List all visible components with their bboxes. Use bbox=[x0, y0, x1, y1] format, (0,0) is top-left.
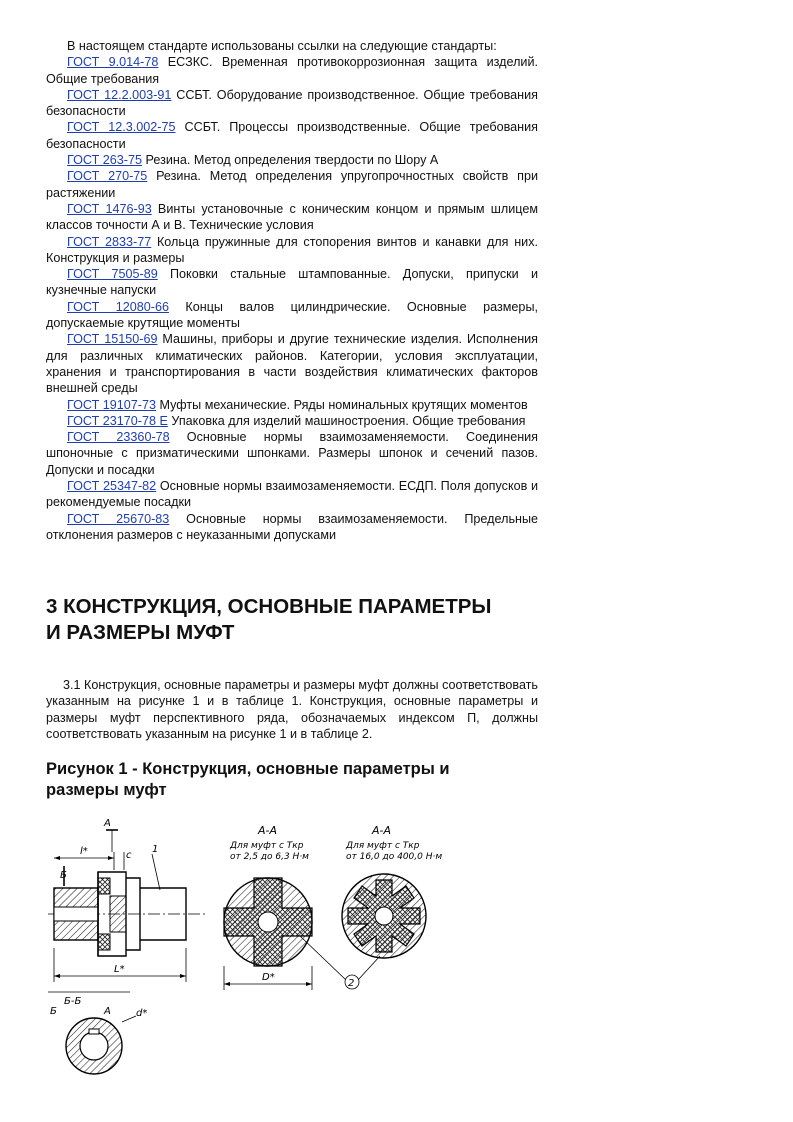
section-aa-small-note-1: Для муфт с Tкр bbox=[230, 841, 304, 851]
reference-link[interactable]: ГОСТ 25347-82 bbox=[67, 479, 157, 494]
callout-1-label: 1 bbox=[152, 844, 159, 855]
reference-title: Упаковка для изделий машиностроения. Общие требования bbox=[167, 413, 526, 428]
reference-entries bbox=[46, 54, 538, 543]
section-bb-a-label: А bbox=[104, 1006, 111, 1017]
reference-title: Винты установочные с коническим концом и прямым шлицем классов точности А и В. Технические условия bbox=[46, 201, 538, 233]
section-aa-large-note-2: от 16,0 до 400,0 Н·м bbox=[346, 852, 443, 862]
reference-title: ЕСЗКС. Временная противокоррозионная защита изделий. Общие требования bbox=[46, 55, 538, 86]
section-title-line1: 3 КОНСТРУКЦИЯ, ОСНОВНЫЕ ПАРАМЕТРЫ bbox=[46, 595, 492, 618]
callout-2-label: 2 bbox=[348, 978, 355, 989]
reference-title: Резина. Метод определения твердости по Шору А bbox=[142, 153, 439, 168]
paragraph-3-1: 3.1 Конструкция, основные параметры и размеры муфт должны соответствовать указанным на рисунке 1 и в таблице 1. Конструкция, основные параметры и размеры муфт перспективного ряда, обозначаемых индексом П, должны соответствовать указанным на рисунке 1 и в таблице 2. bbox=[46, 678, 538, 741]
reference-link[interactable]: ГОСТ 23170-78 Е bbox=[67, 413, 168, 428]
section-title bbox=[46, 594, 566, 646]
section-aa-large-note-1: Для муфт с Tкр bbox=[346, 841, 420, 851]
section-aa-large-title: А-А bbox=[372, 824, 392, 837]
dim-c-label: c bbox=[126, 850, 132, 861]
reference-link[interactable]: ГОСТ 2833-77 bbox=[67, 234, 152, 249]
reference-item bbox=[46, 168, 538, 201]
figure-title-line2: размеры муфт bbox=[46, 781, 167, 799]
section-bb-marker: Б bbox=[50, 1006, 57, 1017]
reference-title: Кольца пружинные для стопорения винтов и канавки для них. Конструкция и размеры bbox=[46, 234, 538, 265]
reference-link[interactable]: ГОСТ 23360-78 bbox=[67, 430, 170, 445]
reference-item bbox=[46, 201, 538, 234]
figure-title bbox=[46, 759, 526, 801]
reference-item bbox=[46, 299, 538, 332]
section-title-line2: И РАЗМЕРЫ МУФТ bbox=[46, 621, 235, 644]
reference-item bbox=[46, 266, 538, 299]
figure-title-line1: Рисунок 1 - Конструкция, основные параметры и bbox=[46, 760, 450, 778]
reference-title: Резина. Метод определения упругопрочностных свойств при растяжении bbox=[46, 169, 538, 200]
reference-link[interactable]: ГОСТ 12.2.003-91 bbox=[67, 87, 172, 102]
reference-link[interactable]: ГОСТ 12080-66 bbox=[67, 299, 169, 314]
reference-title: ССБТ. Оборудование производственное. Общие требования безопасности bbox=[46, 87, 538, 119]
section-aa-large bbox=[342, 824, 442, 958]
reference-item bbox=[46, 331, 538, 396]
reference-item bbox=[46, 234, 538, 267]
reference-link[interactable]: ГОСТ 9.014-78 bbox=[67, 55, 159, 70]
reference-title: Концы валов цилиндрические. Основные размеры, допускаемые крутящие моменты bbox=[46, 299, 538, 331]
reference-title: Машины, приборы и другие технические изделия. Исполнения для различных климатических районов. Категории, условия эксплуатации, хранения и транспортирования в части воздействия климатических факторов внешней среды bbox=[46, 332, 539, 396]
references-intro: В настоящем стандарте использованы ссылки на следующие стандарты: bbox=[67, 39, 497, 53]
reference-item bbox=[46, 87, 538, 120]
reference-link[interactable]: ГОСТ 25670-83 bbox=[67, 511, 170, 526]
dim-d-label: d* bbox=[136, 1008, 148, 1019]
side-view bbox=[48, 818, 208, 982]
reference-link[interactable]: ГОСТ 12.3.002-75 bbox=[67, 120, 176, 135]
dim-L-label: L* bbox=[114, 964, 125, 975]
reference-link[interactable]: ГОСТ 7505-89 bbox=[67, 267, 158, 282]
references-list bbox=[46, 38, 538, 543]
reference-item bbox=[46, 54, 538, 87]
reference-link[interactable]: ГОСТ 1476-93 bbox=[67, 201, 152, 216]
section-aa-small-note-2: от 2,5 до 6,3 Н·м bbox=[230, 852, 309, 862]
section-a-marker: А bbox=[104, 818, 111, 829]
reference-item bbox=[46, 397, 538, 413]
section-aa-small-title: А-А bbox=[258, 824, 278, 837]
reference-title: ССБТ. Процессы производственные. Общие требования безопасности bbox=[46, 120, 538, 151]
reference-link[interactable]: ГОСТ 19107-73 bbox=[67, 397, 156, 412]
reference-item bbox=[46, 119, 538, 152]
reference-item bbox=[46, 478, 538, 511]
reference-title: Основные нормы взаимозаменяемости. Соединения шпоночные с призматическими шпонками. Размеры шпонок и сечений пазов. Допуски и посадки bbox=[46, 430, 539, 477]
coupling-drawing bbox=[40, 812, 460, 1082]
reference-title: Поковки стальные штампованные. Допуски, припуски и кузнечные напуски bbox=[46, 267, 538, 298]
section-b-marker: Б bbox=[60, 870, 67, 881]
section-bb-view bbox=[48, 992, 147, 1074]
reference-item bbox=[46, 152, 538, 168]
reference-title: Основные нормы взаимозаменяемости. ЕСДП. Поля допусков и рекомендуемые посадки bbox=[46, 479, 539, 510]
reference-link[interactable]: ГОСТ 270-75 bbox=[67, 169, 148, 184]
dim-l-label: l* bbox=[80, 846, 88, 857]
section-bb-label: Б-Б bbox=[64, 996, 82, 1007]
reference-item bbox=[46, 511, 538, 544]
section-aa-small bbox=[224, 824, 312, 990]
reference-title: Основные нормы взаимозаменяемости. Предельные отклонения размеров с неуказанными допусками bbox=[46, 511, 539, 542]
reference-link[interactable]: ГОСТ 263-75 bbox=[67, 153, 142, 168]
reference-item bbox=[46, 413, 538, 429]
reference-title: Муфты механические. Ряды номинальных крутящих моментов bbox=[156, 397, 528, 412]
reference-link[interactable]: ГОСТ 15150-69 bbox=[67, 332, 158, 347]
dim-D-label: D* bbox=[262, 972, 275, 983]
reference-item bbox=[46, 429, 538, 478]
